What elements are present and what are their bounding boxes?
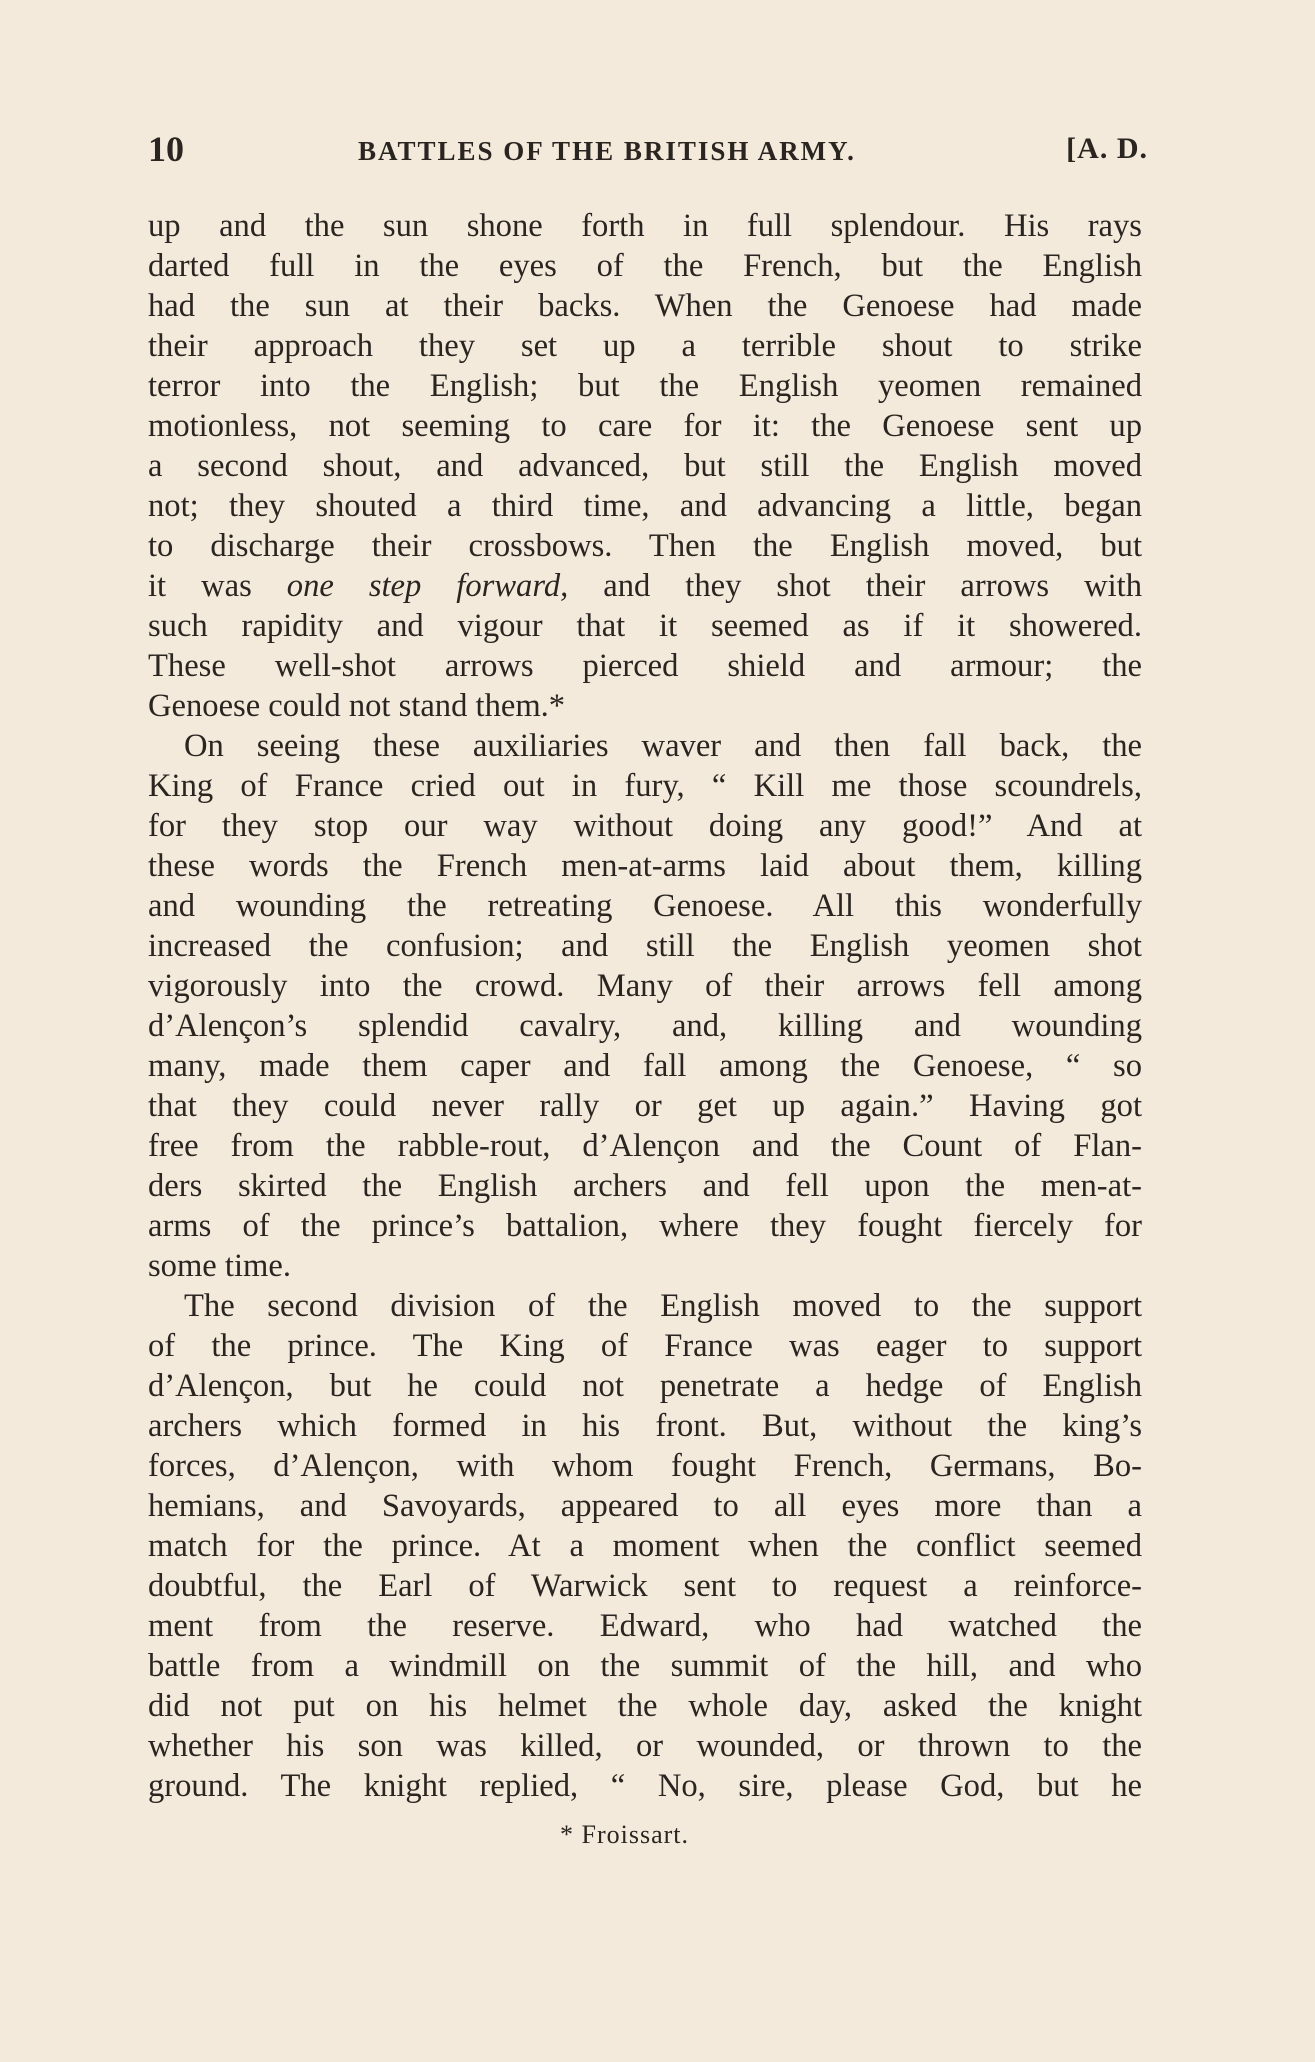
text-line: many, made them caper and fall among the Genoese, “ so <box>148 1048 1142 1084</box>
text-line: to discharge their crossbows. Then the English moved, but <box>148 528 1142 564</box>
page-number: 10 <box>148 129 184 169</box>
footnote: * Froissart. <box>560 1820 689 1849</box>
text-line: ders skirted the English archers and fell upon the men-at- <box>148 1168 1142 1204</box>
text-line: did not put on his helmet the whole day, asked the knight <box>148 1688 1142 1724</box>
text-line: such rapidity and vigour that it seemed as if it showered. <box>148 608 1142 644</box>
text-line: some time. <box>148 1248 291 1284</box>
text-line: of the prince. The King of France was eager to support <box>148 1328 1142 1364</box>
text-line: terror into the English; but the English yeomen remained <box>148 368 1142 404</box>
text-line: free from the rabble-rout, d’Alençon and the Count of Flan- <box>148 1128 1142 1164</box>
italic-phrase: one step forward, <box>286 568 569 604</box>
text-line-segment: it was <box>148 568 287 604</box>
text-line <box>148 566 1142 606</box>
text-line: increased the confusion; and still the English yeomen shot <box>148 928 1142 964</box>
text-line: their approach they set up a terrible shout to strike <box>148 328 1142 364</box>
text-line: had the sun at their backs. When the Genoese had made <box>148 288 1142 324</box>
text-line: The second division of the English moved to the support <box>184 1288 1142 1324</box>
text-line: ment from the reserve. Edward, who had watched the <box>148 1608 1142 1644</box>
text-line: forces, d’Alençon, with whom fought French, Germans, Bo- <box>148 1448 1142 1484</box>
text-line: up and the sun shone forth in full splendour. His rays <box>148 208 1142 244</box>
text-line: arms of the prince’s battalion, where they fought fiercely for <box>148 1208 1142 1244</box>
text-line: and wounding the retreating Genoese. All this wonderfully <box>148 888 1142 924</box>
text-line-segment: and they shot their arrows with <box>568 568 1142 604</box>
text-line: a second shout, and advanced, but still the English moved <box>148 448 1142 484</box>
text-line: d’Alençon’s splendid cavalry, and, killing and wounding <box>148 1008 1142 1044</box>
text-line: that they could never rally or get up again.” Having got <box>148 1088 1142 1124</box>
text-line: Genoese could not stand them.* <box>148 688 566 724</box>
text-line: ground. The knight replied, “ No, sire, please God, but he <box>148 1768 1142 1804</box>
text-line: motionless, not seeming to care for it: the Genoese sent up <box>148 408 1142 444</box>
text-line: On seeing these auxiliaries waver and then fall back, the <box>184 728 1142 764</box>
text-line: hemians, and Savoyards, appeared to all eyes more than a <box>148 1488 1142 1524</box>
text-line: darted full in the eyes of the French, but the English <box>148 248 1142 284</box>
text-line: d’Alençon, but he could not penetrate a hedge of English <box>148 1368 1142 1404</box>
text-line: These well-shot arrows pierced shield and armour; the <box>148 648 1142 684</box>
text-line: not; they shouted a third time, and advancing a little, began <box>148 488 1142 524</box>
text-line: match for the prince. At a moment when the conflict seemed <box>148 1528 1142 1564</box>
text-line: doubtful, the Earl of Warwick sent to request a reinforce- <box>148 1568 1142 1604</box>
text-line: these words the French men-at-arms laid about them, killing <box>148 848 1142 884</box>
text-line: battle from a windmill on the summit of the hill, and who <box>148 1648 1142 1684</box>
text-line: whether his son was killed, or wounded, or thrown to the <box>148 1728 1142 1764</box>
text-line: vigorously into the crowd. Many of their arrows fell among <box>148 968 1142 1004</box>
text-line: King of France cried out in fury, “ Kill me those scoundrels, <box>148 768 1142 804</box>
text-line: for they stop our way without doing any good!” And at <box>148 808 1142 844</box>
running-title: BATTLES OF THE BRITISH ARMY. <box>358 136 856 166</box>
date-bracket: [A. D. <box>1066 132 1148 165</box>
body-text <box>148 206 1142 1806</box>
page-header <box>148 128 1148 172</box>
text-line: archers which formed in his front. But, without the king’s <box>148 1408 1142 1444</box>
